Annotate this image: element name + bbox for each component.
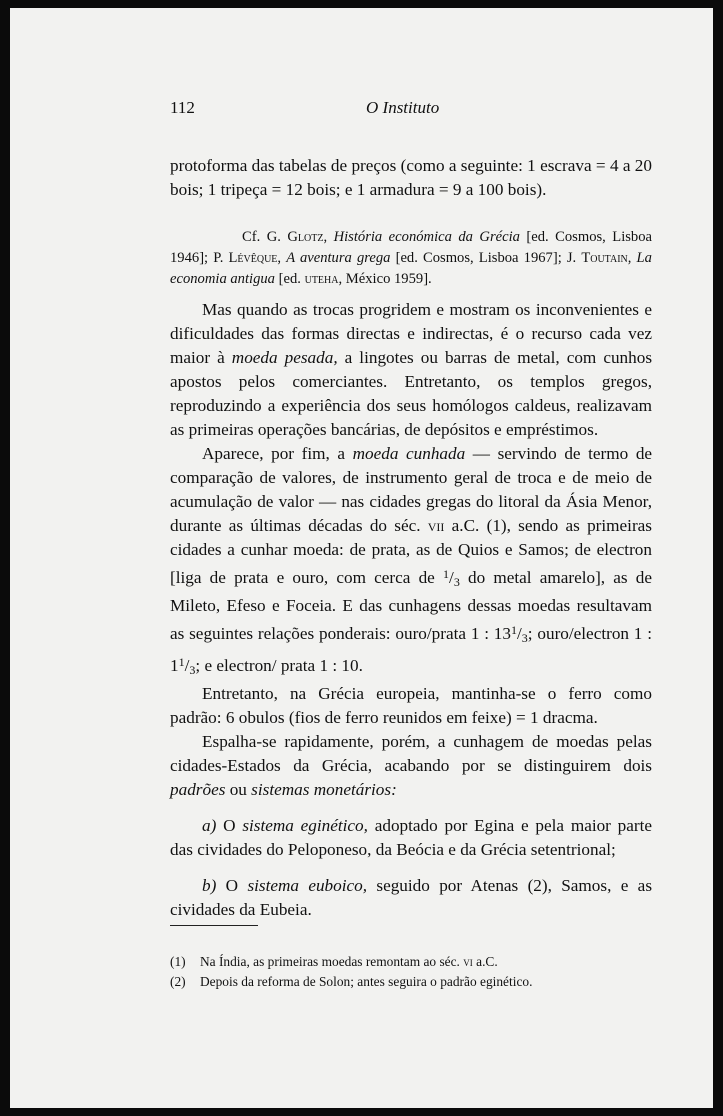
footnote-2-mark: (2): [170, 974, 186, 989]
footnote-2: [170, 972, 652, 991]
footnote-1: [170, 952, 652, 971]
p2-text-a: Aparece, por fim, a: [202, 444, 345, 463]
footnote-1-text-b: a.C.: [476, 954, 498, 969]
footnote-1-century: vi: [463, 954, 473, 969]
item-a-italic: sistema eginético,: [242, 816, 368, 835]
intro-paragraph: protoforma das tabelas de preços (como a seguinte: 1 escrava = 4 a 20 bois; 1 tripeça = 12 bois; e 1 armadura = 9 a 100 bois).: [170, 156, 652, 199]
item-b-italic: sistema euboico,: [247, 876, 368, 895]
footnote-1-mark: (1): [170, 954, 186, 969]
p2-century-vii: vii: [427, 516, 445, 535]
ref-title-toutain: La economia antigua: [170, 249, 652, 287]
fraction-numerator: 1: [178, 655, 185, 669]
p4-italic-sistemas: sistemas monetários:: [251, 780, 397, 799]
p2-text-d: do metal amarelo], as de Mileto, Efeso e Foceia. E das cunhagens dessas moedas resultavam as seguintes relações ponderais: ouro/prata 1 : 13: [170, 568, 653, 643]
p4-text-a: Espalha-se rapidamente, porém, a cunhagem de moedas pelas cidades-Estados da Grécia, acabando por se distinguirem dois: [170, 732, 652, 775]
book-page: [10, 8, 713, 1108]
item-a-text: adoptado por Egina e pela maior parte das cividades do Peloponeso, da Beócia e da Grécia setentrional;: [170, 816, 653, 859]
item-a: [170, 814, 652, 862]
fraction-denominator: 3: [521, 631, 528, 645]
item-a-label: a): [202, 816, 217, 835]
ref-pub-toutain-b: México 1959].: [345, 270, 432, 287]
p4-ou: ou: [229, 780, 247, 799]
item-b-text: seguido por Atenas (2), Samos, e as cividades da Eubeia.: [170, 876, 653, 919]
p2-text-f: ; e electron/ prata 1 : 10.: [195, 656, 363, 675]
paragraph-1: [170, 298, 652, 442]
paragraph-4: [170, 730, 652, 802]
item-b-article: O: [225, 876, 239, 895]
ref-pub-toutain-a: [ed.: [278, 270, 301, 287]
bibliographic-reference: [170, 227, 652, 290]
p2-text-b: — servindo de termo de comparação de valores, de instrumento geral de troca e de meio de acumulação de valor — nas cidades gregas do litoral da Ásia Menor, durante as últimas décadas do séc.: [170, 444, 653, 535]
footnote-divider: [170, 925, 258, 926]
item-b: [170, 874, 652, 922]
item-a-article: O: [223, 816, 236, 835]
ref-publisher-uteha: uteha,: [304, 270, 343, 287]
ref-title-leveque: A aventura grega: [286, 249, 391, 266]
footnote-1-text-a: Na Índia, as primeiras moedas remontam ao séc.: [200, 954, 460, 969]
paragraph-2: Aparece, por fim, a moeda cunhada — servindo de termo de comparação de valores, de instrumento geral de troca e de meio de acumulação de valor — nas cidades gregas do litoral da Ásia Menor, durante as últimas décadas do séc. vii a.C. (1), sendo as primeiras cidades a cunhar moeda: de prata, as de Quios e Samos; de electron [liga de prata e ouro, com cerca de $^1/_3$ do metal amarelo], as de Mileto, Efeso e Foceia. E das cunhagens dessas moedas resultavam as seguintes relações ponderais: ouro/prata 1 : $13^1/_3$; ouro/electron 1 : $1^1/_3$; e electron/ prata 1 : 10.: [170, 444, 653, 677]
fraction-denominator: 3: [453, 575, 460, 589]
ref-author-glotz: Glotz,: [287, 228, 328, 245]
main-text: [170, 298, 652, 922]
p1-italic: moeda pesada,: [231, 348, 338, 367]
ref-title-glotz: História económica da Grécia: [333, 228, 520, 245]
p2-text-e: ; ouro/electron 1 : 1: [170, 624, 652, 675]
ref-cf: Cf. G.: [242, 228, 281, 245]
ref-pub-glotz: [ed. Cosmos, Lisboa 1946]; P.: [170, 228, 653, 266]
ref-pub-leveque: [ed. Cosmos, Lisboa 1967]; J.: [395, 249, 577, 266]
p1-text-b: a lingotes ou barras de metal, com cunhos apostos pelos comerciantes. Entretanto, os templos gregos, reproduzindo a experiência dos seus homólogos caldeus, realizavam as primeiras operações bancárias, de depósitos e empréstimos.: [170, 348, 653, 439]
fraction-denominator: 3: [189, 663, 196, 677]
running-title: O Instituto: [366, 98, 440, 117]
ref-author-leveque: Lévêque,: [228, 249, 282, 266]
page-number: 112: [170, 98, 195, 117]
p4-italic-padroes: padrões: [170, 780, 226, 799]
p1-text-a: Mas quando as trocas progridem e mostram os inconvenientes e dificuldades das formas directas e indirectas, é o recurso cada vez maior à: [170, 300, 652, 367]
item-b-label: b): [202, 876, 217, 895]
p2-italic: moeda cunhada: [352, 444, 466, 463]
p2-text-c: a.C. (1), sendo as primeiras cidades a cunhar moeda: de prata, as de Quios e Samos; de electron [liga de prata e ouro, com cerca de: [170, 516, 652, 587]
paragraph-3: Entretanto, na Grécia europeia, mantinha-se o ferro como padrão: 6 obulos (fios de ferro reunidos em feixe) = 1 dracma.: [170, 684, 652, 727]
fraction-numerator: 1: [443, 567, 450, 581]
fraction-numerator: 1: [510, 623, 517, 637]
ref-author-toutain: Toutain,: [581, 249, 632, 266]
footnote-2-text: Depois da reforma de Solon; antes seguira o padrão eginético.: [200, 974, 533, 989]
